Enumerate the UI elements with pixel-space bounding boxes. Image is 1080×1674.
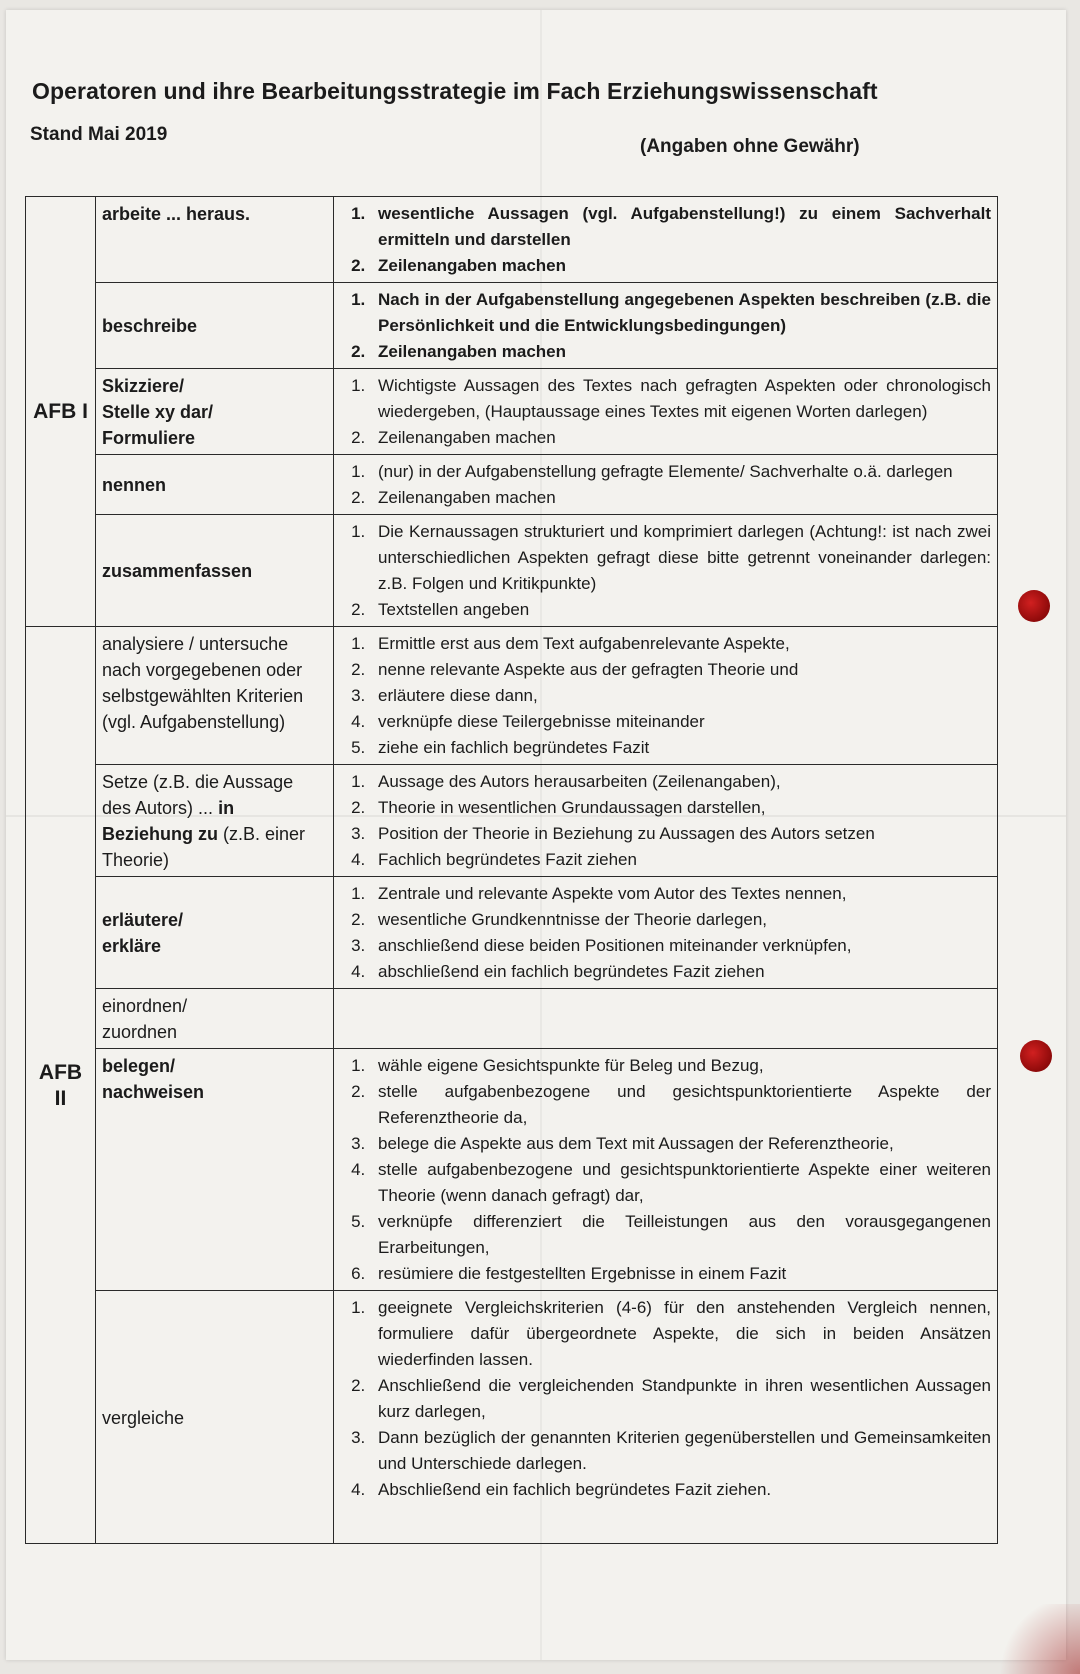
operator-cell — [96, 369, 334, 455]
step-item: 2. nenne relevante Aspekte aus der gefragten Theorie und — [370, 657, 991, 683]
description-cell — [334, 1291, 998, 1544]
step-item: 2. Zeilenangaben machen — [370, 425, 991, 451]
operator-cell: vergleiche — [96, 1291, 334, 1544]
step-item: 1. Ermittle erst aus dem Text aufgabenrelevante Aspekte, — [370, 631, 991, 657]
table-row — [26, 455, 998, 515]
description-cell — [334, 877, 998, 989]
step-item: 1. Zentrale und relevante Aspekte vom Autor des Textes nennen, — [370, 881, 991, 907]
step-item: 2. Zeilenangaben machen — [370, 339, 991, 365]
step-item: 2. Anschließend die vergleichenden Standpunkte in ihren wesentlichen Aussagen kurz darlegen, — [370, 1373, 991, 1425]
step-item: 4. Fachlich begründetes Fazit ziehen — [370, 847, 991, 873]
step-item: 2. wesentliche Grundkenntnisse der Theorie darlegen, — [370, 907, 991, 933]
step-item: 1. Wichtigste Aussagen des Textes nach gefragten Aspekten oder chronologisch wiedergeben, (Hauptaussage eines Textes mit eigenen Worten darlegen) — [370, 373, 991, 425]
step-item: 3. Position der Theorie in Beziehung zu Aussagen des Autors setzen — [370, 821, 991, 847]
afb-label: AFB II — [26, 627, 96, 1544]
table-row — [26, 627, 998, 765]
pin-mark — [1020, 1040, 1052, 1072]
description-cell — [334, 369, 998, 455]
step-item: 1. wähle eigene Gesichtspunkte für Beleg und Bezug, — [370, 1053, 991, 1079]
step-item: 2. stelle aufgabenbezogene und gesichtspunktorientierte Aspekte der Referenztheorie da, — [370, 1079, 991, 1131]
step-item: 4. abschließend ein fachlich begründetes Fazit ziehen — [370, 959, 991, 985]
description-cell — [334, 455, 998, 515]
stand-date: Stand Mai 2019 — [30, 124, 168, 145]
table-row — [26, 283, 998, 369]
operator-text: einordnen/ zuordnen — [102, 996, 188, 1042]
step-item: 1. geeignete Vergleichskriterien (4-6) für den anstehenden Vergleich nennen, formuliere dafür übergeordnete Aspekte, die sich in beiden Ansätzen wiederfinden lassen. — [370, 1295, 991, 1373]
description-cell — [334, 627, 998, 765]
step-item: 4. Abschließend ein fachlich begründetes Fazit ziehen. — [370, 1477, 991, 1503]
pin-mark — [1018, 590, 1050, 622]
operator-text: erläutere/ erkläre — [102, 910, 184, 956]
description-cell — [334, 1049, 998, 1291]
operator-text: Skizziere/ Stelle xy dar/ Formuliere — [102, 376, 214, 448]
step-item: 3. belege die Aspekte aus dem Text mit Aussagen der Referenztheorie, — [370, 1131, 991, 1157]
operator-text-bold: in Beziehung zu — [102, 798, 235, 844]
step-item: 5. ziehe ein fachlich begründetes Fazit — [370, 735, 991, 761]
page-title: Operatoren und ihre Bearbeitungsstrategie im Fach Erziehungswissenschaft — [32, 78, 878, 104]
table-row — [26, 877, 998, 989]
table-row — [26, 515, 998, 627]
step-item: 2. Theorie in wesentlichen Grundaussagen darstellen, — [370, 795, 991, 821]
step-item: 3. anschließend diese beiden Positionen miteinander verknüpfen, — [370, 933, 991, 959]
description-cell — [334, 283, 998, 369]
step-item: 4. stelle aufgabenbezogene und gesichtspunktorientierte Aspekte einer weiteren Theorie (wenn danach gefragt) dar, — [370, 1157, 991, 1209]
operator-cell — [96, 877, 334, 989]
step-item: 1. Nach in der Aufgabenstellung angegebenen Aspekten beschreiben (z.B. die Persönlichkeit und die Entwicklungsbedingungen) — [370, 287, 991, 339]
step-item: 2. Zeilenangaben machen — [370, 253, 991, 279]
operator-cell: nennen — [96, 455, 334, 515]
table-row — [26, 989, 998, 1049]
disclaimer: (Angaben ohne Gewähr) — [640, 136, 860, 157]
operator-text: belegen/ nachweisen — [102, 1056, 205, 1102]
operator-cell: arbeite ... heraus. — [96, 197, 334, 283]
step-item: 3. erläutere diese dann, — [370, 683, 991, 709]
table-row — [26, 765, 998, 877]
operator-cell: zusammenfassen — [96, 515, 334, 627]
operator-cell: analysiere / untersuche nach vorgegebenen oder selbstgewählten Kriterien (vgl. Aufgabenstellung) — [96, 627, 334, 765]
step-item: 2. Zeilenangaben machen — [370, 485, 991, 511]
operator-cell — [96, 765, 334, 877]
step-item: 4. verknüpfe diese Teilergebnisse miteinander — [370, 709, 991, 735]
step-item: 1. Aussage des Autors herausarbeiten (Zeilenangaben), — [370, 769, 991, 795]
step-item: 5. verknüpfe differenziert die Teilleistungen aus den vorausgegangenen Erarbeitungen, — [370, 1209, 991, 1261]
step-item: 1. (nur) in der Aufgabenstellung gefragte Elemente/ Sachverhalte o.ä. darlegen — [370, 459, 991, 485]
paper-stain — [990, 1604, 1080, 1674]
operator-text: (z.B. einer Theorie) — [102, 824, 306, 870]
step-item: 3. Dann bezüglich der genannten Kriterien gegenüberstellen und Gemeinsamkeiten und Unterschiede darlegen. — [370, 1425, 991, 1477]
table-row — [26, 1049, 998, 1291]
afb-label: AFB I — [26, 197, 96, 627]
description-cell — [334, 197, 998, 283]
description-cell — [334, 515, 998, 627]
description-cell — [334, 765, 998, 877]
operator-cell — [96, 1049, 334, 1291]
operator-cell — [96, 989, 334, 1049]
step-item: 1. Die Kernaussagen strukturiert und komprimiert darlegen (Achtung!: ist nach zwei unterschiedlichen Aspekten gefragt diese bitte getrennt voneinander darlegen: z.B. Folgen und Kritikpunkte) — [370, 519, 991, 597]
operator-table — [25, 196, 998, 1544]
step-item: 1. wesentliche Aussagen (vgl. Aufgabenstellung!) zu einem Sachverhalt ermitteln und darstellen — [370, 201, 991, 253]
table-row — [26, 197, 998, 283]
operator-text: Setze (z.B. die Aussage des Autors) ... — [102, 772, 294, 818]
table-row — [26, 369, 998, 455]
step-item: 2. Textstellen angeben — [370, 597, 991, 623]
operator-cell: beschreibe — [96, 283, 334, 369]
step-item: 6. resümiere die festgestellten Ergebnisse in einem Fazit — [370, 1261, 991, 1287]
description-cell — [334, 989, 998, 1049]
table-row — [26, 1291, 998, 1544]
